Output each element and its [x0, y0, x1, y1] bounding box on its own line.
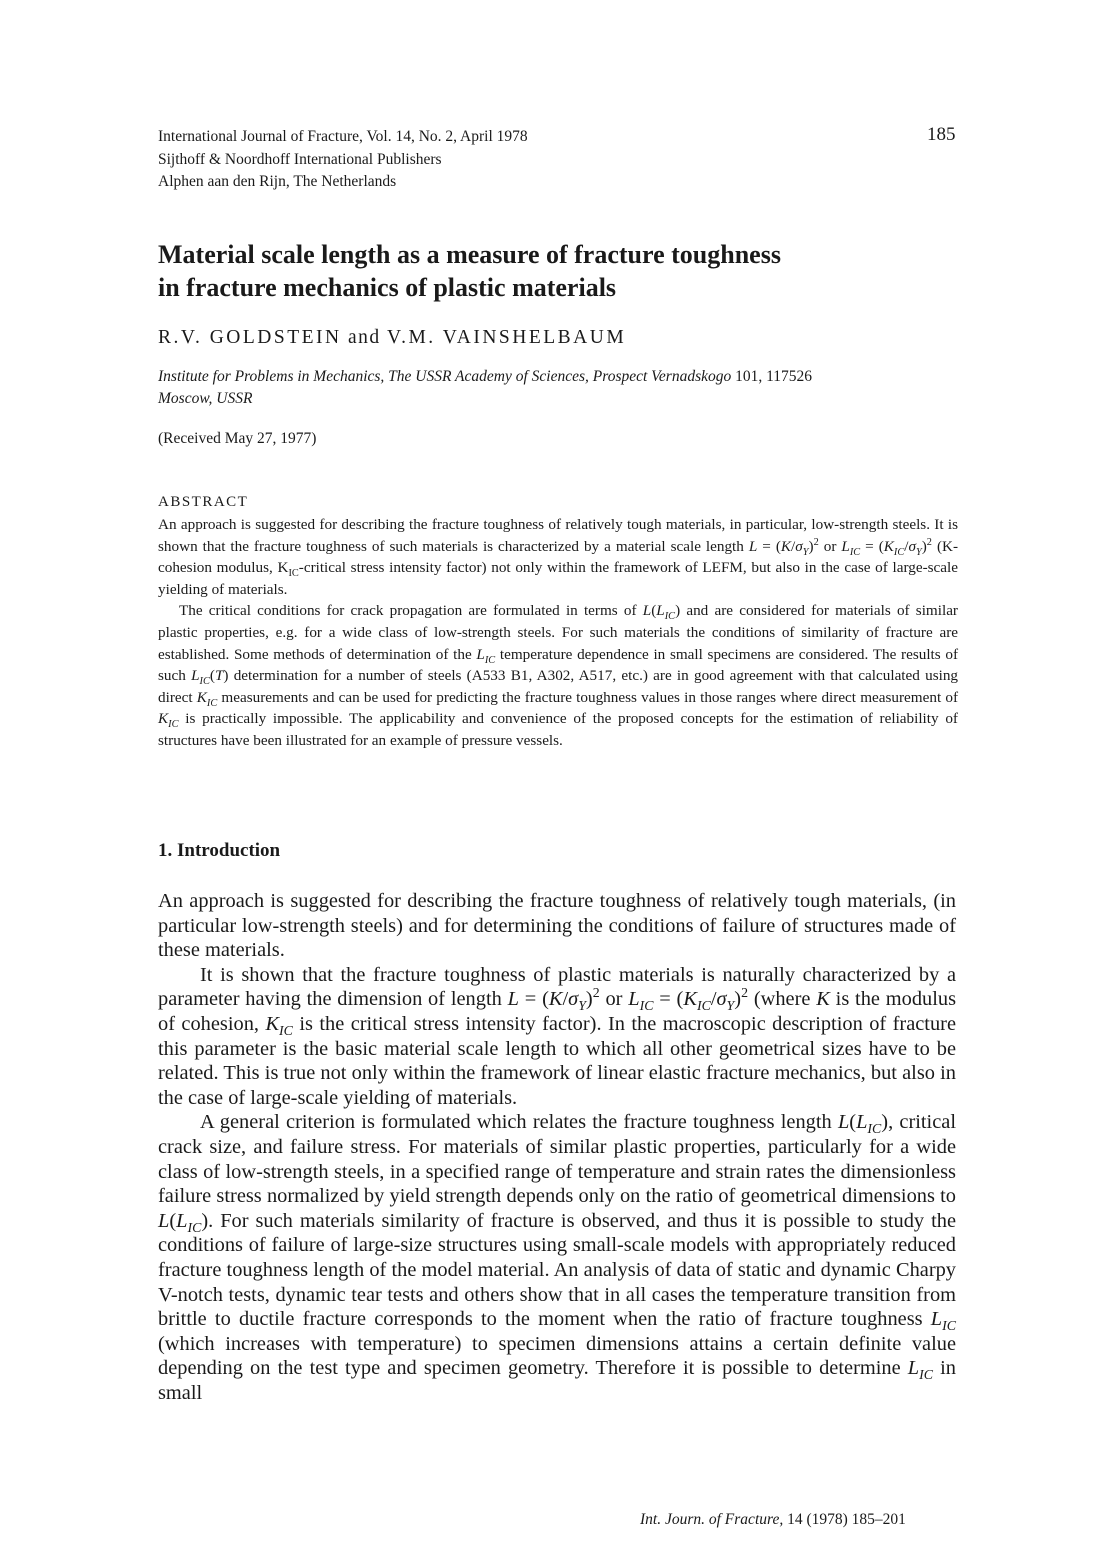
location-line: Alphen aan den Rijn, The Netherlands [158, 173, 397, 190]
title-line-1: Material scale length as a measure of fracture toughness [158, 240, 781, 269]
affiliation [158, 366, 958, 410]
abstract-paragraph-2: The critical conditions for crack propagation are formulated in terms of $L(L_{IC})$ and are considered for materials of similar plastic properties, e.g. for a wide class of low-strength steels. For such materials the conditions of similarity of fracture are established. Some methods of determination of the $L_{IC}$ temperature dependence in small specimens are considered. The results of such $L_{IC}(T)$ determination for a number of steels (A533 B1, A302, A517, etc.) are in good agreement with that calculated using direct $K_{IC}$ measurements and can be used for predicting the fracture toughness values in those ranges where direct measurement of $K_{IC}$ is practically impossible. The applicability and convenience of the proposed concepts for the estimation of reliability of structures have been illustrated for an example of pressure vessels. [158, 602, 959, 749]
section-heading-introduction: 1. Introduction [158, 840, 281, 861]
affiliation-line-1: Institute for Problems in Mechanics, The USSR Academy of Sciences, Prospect Vernadskogo [158, 368, 732, 385]
author-conjunction: and [347, 327, 381, 348]
title-line-2: in fracture mechanics of plastic materials [158, 273, 617, 302]
intro-paragraph-3: A general criterion is formulated which relates the fracture toughness length $L(L_{IC})$, critical crack size, and failure stress. For materials of similar plastic properties, particularly for a wide class of low-strength steels, in a specified range of temperature and strain rates the dimensionless failure stress normalized by yield strength depends only on the ratio of geometrical dimensions to $L(L_{IC})$. For such materials similarity of fracture is observed, and thus it is possible to study the conditions of failure of large-size structures using small-scale models with appropriately reduced fracture toughness length of the model material. An analysis of data of static and dynamic Charpy V-notch tests, dynamic tear tests and others show that in all cases the temperature transition from brittle to ductile fracture corresponds to the moment when the ratio of fracture toughness $L_{IC}$ (which increases with temperature) to specimen dimensions attains a certain definite value depending on the test type and specimen geometry. Therefore it is possible to determine $L_{IC}$ in small [158, 1111, 956, 1404]
footer-journal: Int. Journ. of Fracture, [640, 1511, 784, 1528]
abstract-body [158, 514, 958, 752]
journal-line: International Journal of Fracture, Vol. 14, No. 2, April 1978 [158, 128, 528, 145]
intro-paragraph-1: An approach is suggested for describing the fracture toughness of relatively tough materials, (in particular low-strength steels) and for determining the conditions of failure of structures made of these materials. [158, 890, 956, 962]
journal-header [158, 126, 528, 194]
page-number: 185 [927, 124, 956, 145]
received-date: (Received May 27, 1977) [158, 430, 317, 447]
introduction-body [158, 889, 956, 1405]
paper-title [158, 238, 958, 304]
author-2: V.M. VAINSHELBAUM [387, 327, 627, 348]
page-footer-citation [640, 1511, 906, 1529]
author-list [158, 327, 626, 349]
footer-volume-pages: 14 (1978) 185–201 [787, 1511, 906, 1528]
intro-paragraph-2: It is shown that the fracture toughness of plastic materials is naturally characterized by a parameter having the dimension of length $L = (K/\sigma_Y)^2$ or $L_{IC} = (K_{IC}/\sigma_Y)^2$ (where K is the modulus of cohesion, $K_{IC}$ is the critical stress intensity factor). In the macroscopic description of fracture this parameter is the basic material scale length to which all other geometrical sizes have to be related. This is true not only within the framework of linear elastic fracture mechanics, but also in the case of large-scale yielding of materials. [158, 963, 957, 1109]
publisher-line: Sijthoff & Noordhoff International Publishers [158, 150, 442, 168]
author-1: R.V. GOLDSTEIN [158, 327, 342, 348]
abstract-heading: ABSTRACT [158, 494, 249, 510]
abstract-paragraph-1: An approach is suggested for describing the fracture toughness of relatively tough materials, in particular, low-strength steels. It is shown that the fracture toughness of such materials is characterized by a material scale length $L = (K/\sigma_Y)^2$ or $L_{IC} = (K_{IC}/\sigma_Y)^2$ (K-cohesion modulus, $K_{IC}$-critical stress intensity factor) not only within the framework of LEFM, but also in the case of large-scale yielding of materials. [158, 516, 959, 598]
affiliation-numbers: 101, 117526 [735, 368, 813, 385]
affiliation-line-2: Moscow, USSR [158, 390, 253, 407]
